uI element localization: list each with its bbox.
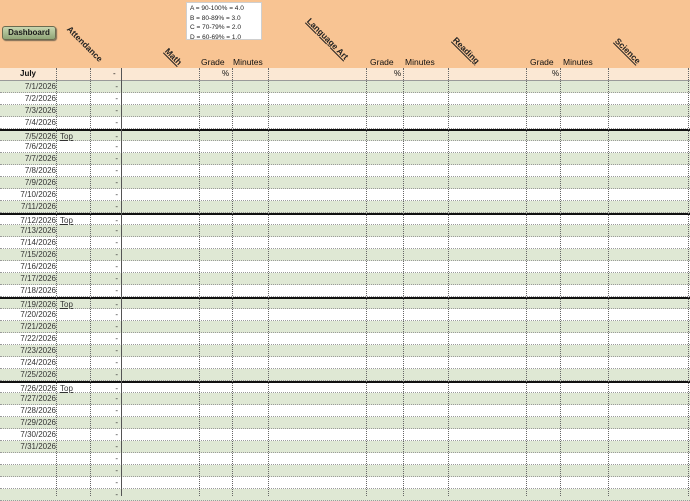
attendance-dropdown-cell[interactable]: -	[115, 300, 118, 309]
attendance-dropdown-cell[interactable]: -	[115, 132, 118, 141]
date-cell	[0, 489, 56, 500]
column-divider	[56, 68, 57, 496]
table-row	[0, 261, 690, 273]
attendance-grid	[0, 81, 690, 501]
table-row	[0, 165, 690, 177]
date-cell: 7/30/2026	[20, 430, 56, 439]
date-cell: 7/29/2026	[20, 418, 56, 427]
date-cell: 7/7/2026	[24, 154, 56, 163]
column-divider	[232, 68, 233, 496]
table-row	[0, 441, 690, 453]
date-cell: 7/27/2026	[20, 394, 56, 403]
date-cell: 7/26/2026	[20, 384, 56, 393]
reading-header[interactable]: Reading	[450, 35, 482, 66]
attendance-dropdown-cell[interactable]: -	[115, 358, 118, 367]
attendance-dropdown-cell[interactable]: -	[115, 394, 118, 403]
attendance-dropdown-cell[interactable]: -	[115, 82, 118, 91]
table-row	[0, 405, 690, 417]
attendance-dropdown-cell[interactable]: -	[115, 334, 118, 343]
table-row	[0, 369, 690, 381]
top-link[interactable]: Top	[60, 132, 73, 141]
date-cell	[0, 465, 56, 476]
language-art-header[interactable]: Language Art	[304, 16, 351, 62]
table-row	[0, 285, 690, 297]
header-band	[0, 0, 690, 68]
attendance-dropdown-cell[interactable]: -	[115, 442, 118, 451]
column-divider	[608, 68, 609, 496]
month-label: July	[20, 69, 37, 78]
date-cell: 7/14/2026	[20, 238, 56, 247]
table-row	[0, 129, 690, 141]
table-row	[0, 177, 690, 189]
table-row	[0, 81, 690, 93]
table-row	[0, 93, 690, 105]
la-grade-header: Grade	[370, 57, 394, 67]
date-cell: 7/11/2026	[21, 202, 56, 211]
attendance-dropdown-cell[interactable]: -	[115, 322, 118, 331]
table-row	[0, 429, 690, 441]
math-grade-header: Grade	[201, 57, 225, 67]
date-cell: 7/16/2026	[20, 262, 56, 271]
attendance-dropdown-cell[interactable]: -	[115, 118, 118, 127]
attendance-dropdown-cell[interactable]: -	[115, 238, 118, 247]
grade-legend	[186, 2, 262, 40]
math-minutes-header: Minutes	[233, 57, 263, 67]
attendance-dropdown-cell[interactable]: -	[115, 286, 118, 295]
column-divider	[268, 68, 269, 496]
table-row	[0, 309, 690, 321]
column-divider	[403, 68, 404, 496]
date-cell: 7/24/2026	[20, 358, 56, 367]
month-dash: -	[113, 69, 116, 78]
date-cell: 7/19/2026	[20, 300, 56, 309]
attendance-dropdown-cell[interactable]: -	[115, 310, 118, 319]
date-cell: 7/9/2026	[24, 178, 56, 187]
date-cell: 7/4/2026	[24, 118, 56, 127]
top-link[interactable]: Top	[60, 216, 73, 225]
la-minutes-header: Minutes	[405, 57, 435, 67]
reading-minutes-header: Minutes	[563, 57, 593, 67]
column-divider	[688, 68, 689, 496]
date-cell: 7/22/2026	[20, 334, 56, 343]
math-percent: %	[222, 69, 230, 78]
top-link[interactable]: Top	[60, 384, 73, 393]
table-row	[0, 393, 690, 405]
table-row	[0, 345, 690, 357]
month-row	[0, 68, 690, 81]
date-cell: 7/31/2026	[20, 442, 56, 451]
attendance-dropdown-cell[interactable]: -	[115, 430, 118, 439]
table-row	[0, 117, 690, 129]
date-cell: 7/18/2026	[20, 286, 56, 295]
table-row	[0, 417, 690, 429]
attendance-dropdown-cell[interactable]: -	[115, 142, 118, 151]
column-divider	[448, 68, 449, 496]
table-row	[0, 465, 690, 477]
attendance-dropdown-cell[interactable]: -	[115, 466, 118, 475]
column-divider	[560, 68, 561, 496]
table-row	[0, 189, 690, 201]
science-header[interactable]: Science	[612, 36, 643, 66]
date-cell: 7/10/2026	[20, 190, 56, 199]
table-row	[0, 489, 690, 501]
dashboard-button[interactable]: Dashboard	[2, 26, 56, 40]
table-row	[0, 249, 690, 261]
table-row	[0, 237, 690, 249]
date-cell: 7/21/2026	[20, 322, 56, 331]
la-percent: %	[394, 69, 402, 78]
attendance-dropdown-cell[interactable]: -	[115, 478, 118, 487]
date-cell: 7/12/2026	[20, 216, 56, 225]
date-cell: 7/23/2026	[20, 346, 56, 355]
attendance-dropdown-cell[interactable]: -	[115, 346, 118, 355]
date-cell: 7/1/2026	[24, 82, 56, 91]
attendance-dropdown-cell[interactable]: -	[115, 406, 118, 415]
attendance-dropdown-cell[interactable]: -	[115, 384, 118, 393]
date-cell	[0, 477, 56, 488]
table-row	[0, 105, 690, 117]
column-divider	[366, 68, 367, 496]
attendance-dropdown-cell[interactable]: -	[115, 94, 118, 103]
attendance-dropdown-cell[interactable]: -	[115, 154, 118, 163]
attendance-dropdown-cell[interactable]: -	[115, 454, 118, 463]
legend-line: D = 60-69% = 1.0	[190, 33, 241, 41]
attendance-dropdown-cell[interactable]: -	[115, 190, 118, 199]
table-row	[0, 153, 690, 165]
date-cell: 7/28/2026	[20, 406, 56, 415]
attendance-dropdown-cell[interactable]: -	[115, 178, 118, 187]
table-row	[0, 225, 690, 237]
legend-line: C = 70-79% = 2.0	[190, 24, 241, 31]
math-header[interactable]: Math	[162, 46, 185, 68]
table-row	[0, 381, 690, 393]
attendance-dropdown-cell[interactable]: -	[115, 202, 118, 211]
date-cell: 7/15/2026	[20, 250, 56, 259]
column-divider	[90, 68, 91, 496]
date-cell: 7/13/2026	[20, 226, 56, 235]
attendance-dropdown-cell[interactable]: -	[115, 490, 118, 499]
date-cell	[0, 453, 56, 464]
table-row	[0, 213, 690, 225]
attendance-dropdown-cell[interactable]: -	[115, 226, 118, 235]
date-cell: 7/3/2026	[24, 106, 56, 115]
column-divider	[121, 68, 122, 496]
top-link[interactable]: Top	[60, 300, 73, 309]
table-row	[0, 201, 690, 213]
table-row	[0, 357, 690, 369]
table-row	[0, 453, 690, 465]
column-divider	[526, 68, 527, 496]
table-row	[0, 477, 690, 489]
date-cell: 7/8/2026	[24, 166, 56, 175]
table-row	[0, 297, 690, 309]
date-cell: 7/5/2026	[24, 132, 56, 141]
attendance-dropdown-cell[interactable]: -	[115, 370, 118, 379]
attendance-dropdown-cell[interactable]: -	[115, 250, 118, 259]
attendance-dropdown-cell[interactable]: -	[115, 418, 118, 427]
attendance-dropdown-cell[interactable]: -	[115, 262, 118, 271]
reading-grade-header: Grade	[530, 57, 554, 67]
legend-line: B = 80-89% = 3.0	[190, 14, 241, 22]
table-row	[0, 141, 690, 153]
table-row	[0, 333, 690, 345]
attendance-header: Attendance	[64, 24, 105, 64]
date-cell: 7/2/2026	[24, 94, 56, 103]
table-row	[0, 273, 690, 285]
table-row	[0, 321, 690, 333]
reading-percent: %	[552, 69, 560, 78]
date-cell: 7/25/2026	[20, 370, 56, 379]
attendance-dropdown-cell[interactable]: -	[115, 106, 118, 115]
date-cell: 7/17/2026	[20, 274, 56, 283]
date-cell: 7/20/2026	[20, 310, 56, 319]
legend-line: A = 90-100% = 4.0	[190, 5, 244, 12]
attendance-dropdown-cell[interactable]: -	[115, 216, 118, 225]
column-divider	[199, 68, 200, 496]
attendance-dropdown-cell[interactable]: -	[115, 166, 118, 175]
attendance-dropdown-cell[interactable]: -	[115, 274, 118, 283]
date-cell: 7/6/2026	[24, 142, 56, 151]
